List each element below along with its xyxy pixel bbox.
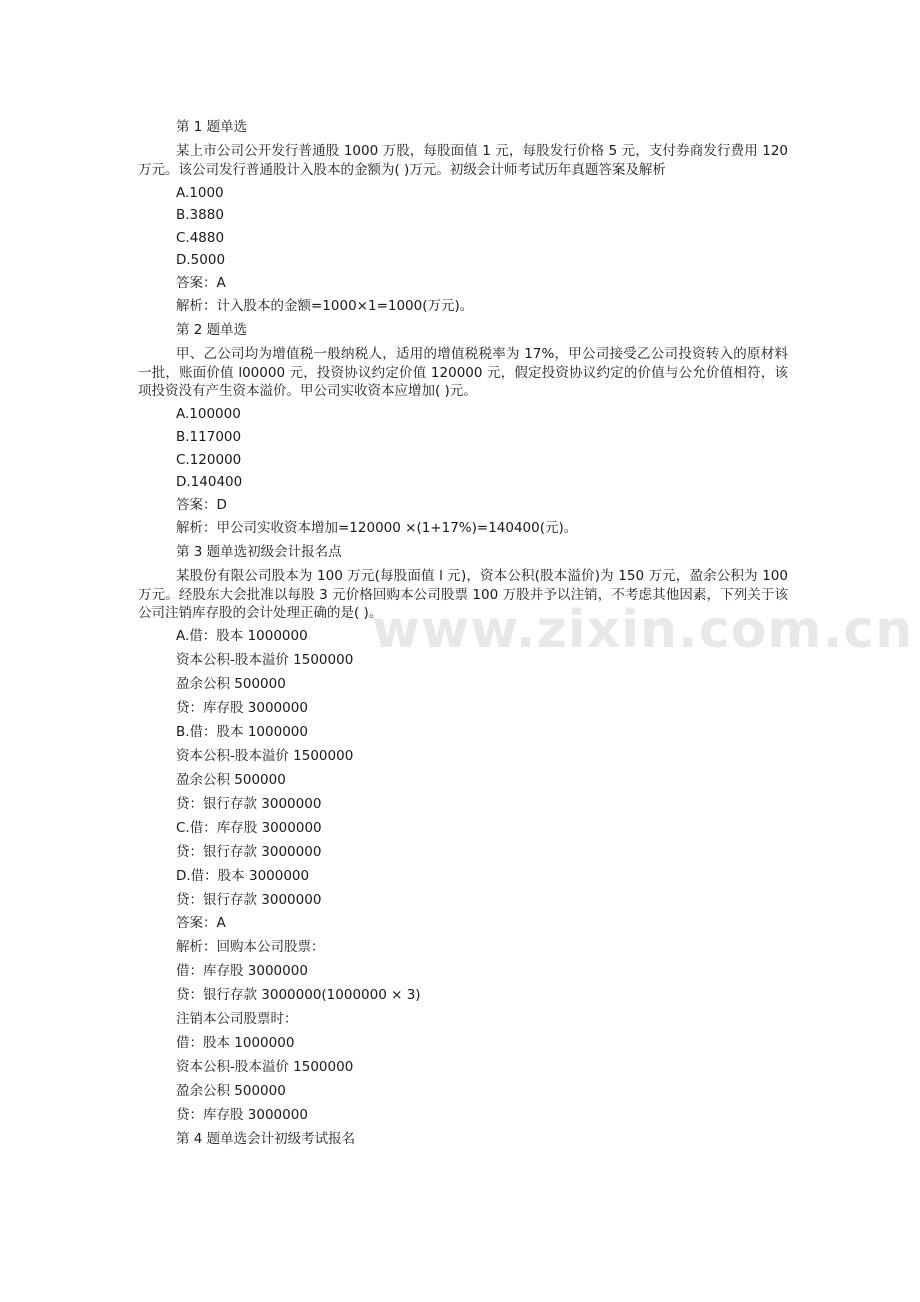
- question-1-analysis: 解析：计入股本的金额=1000×1=1000(万元)。: [176, 298, 474, 314]
- question-2-stem: 甲、乙公司均为增值税一般纳税人，适用的增值税税率为 17%，甲公司接受乙公司投资转入的原材料一批，账面价值 l00000 元，投资协议约定价值 120000 元，假定投资协议约定的价值与公允价值相符，该项投资没有产生资本溢价。甲公司实收资本应增加( )元。: [138, 346, 788, 399]
- question-1-option-b: B.3880: [176, 207, 224, 223]
- question-3-analysis-line-8: 贷：库存股 3000000: [176, 1107, 308, 1123]
- question-3-analysis-line-3: 贷：银行存款 3000000(1000000 × 3): [176, 987, 421, 1003]
- question-3-answer: 答案：A: [176, 915, 226, 931]
- question-3-option-line-12: 贷：银行存款 3000000: [176, 892, 322, 908]
- question-3-option-line-1: A.借：股本 1000000: [176, 628, 308, 644]
- question-3-analysis-line-7: 盈余公积 500000: [176, 1083, 286, 1099]
- question-1-header: 第 1 题单选: [176, 119, 248, 135]
- question-2-option-c: C.120000: [176, 452, 242, 468]
- question-3-analysis-line-1: 解析：回购本公司股票：: [176, 939, 325, 955]
- question-1-stem: 某上市公司公开发行普通股 1000 万股，每股面值 1 元，每股发行价格 5 元，支付券商发行费用 120 万元。该公司发行普通股计入股本的金额为( )万元。初级会计师考试历年真题答案及解析: [138, 143, 788, 178]
- question-1-answer: 答案：A: [176, 275, 226, 291]
- question-3-analysis-line-2: 借：库存股 3000000: [176, 963, 308, 979]
- question-2-answer: 答案：D: [176, 497, 227, 513]
- question-3-option-line-4: 贷：库存股 3000000: [176, 700, 308, 716]
- question-3-option-line-8: 贷：银行存款 3000000: [176, 796, 322, 812]
- question-3-option-line-11: D.借：股本 3000000: [176, 868, 310, 884]
- question-3-analysis-line-6: 资本公积-股本溢价 1500000: [176, 1059, 354, 1075]
- question-4-header: 第 4 题单选会计初级考试报名: [176, 1131, 356, 1147]
- watermark: www.zixin.com.cn: [372, 600, 914, 660]
- question-2-header: 第 2 题单选: [176, 322, 248, 338]
- question-1-option-d: D.5000: [176, 252, 226, 268]
- question-2-analysis: 解析：甲公司实收资本增加=120000 ×(1+17%)=140400(元)。: [176, 520, 578, 536]
- question-2-option-d: D.140400: [176, 474, 243, 490]
- question-3-option-line-10: 贷：银行存款 3000000: [176, 844, 322, 860]
- question-3-analysis-line-4: 注销本公司股票时：: [176, 1011, 298, 1027]
- question-3-analysis-line-5: 借：股本 1000000: [176, 1035, 295, 1051]
- question-3-option-line-9: C.借：库存股 3000000: [176, 820, 322, 836]
- question-3-option-line-5: B.借：股本 1000000: [176, 724, 308, 740]
- question-2-option-b: B.117000: [176, 429, 242, 445]
- question-3-header: 第 3 题单选初级会计报名点: [176, 544, 342, 560]
- question-3-option-line-2: 资本公积-股本溢价 1500000: [176, 652, 354, 668]
- question-1-option-a: A.1000: [176, 185, 224, 201]
- question-2-option-a: A.100000: [176, 406, 241, 422]
- question-3-option-line-6: 资本公积-股本溢价 1500000: [176, 748, 354, 764]
- question-3-stem: 某股份有限公司股本为 100 万元(每股面值 l 元)，资本公积(股本溢价)为 150 万元，盈余公积为 100 万元。经股东大会批准以每股 3 元价格回购本公司股票 100 万股并予以注销，不考虑其他因素，下列关于该公司注销库存股的会计处理正确的是( )。: [138, 568, 788, 621]
- question-3-option-line-3: 盈余公积 500000: [176, 676, 286, 692]
- question-3-option-line-7: 盈余公积 500000: [176, 772, 286, 788]
- question-1-option-c: C.4880: [176, 230, 225, 246]
